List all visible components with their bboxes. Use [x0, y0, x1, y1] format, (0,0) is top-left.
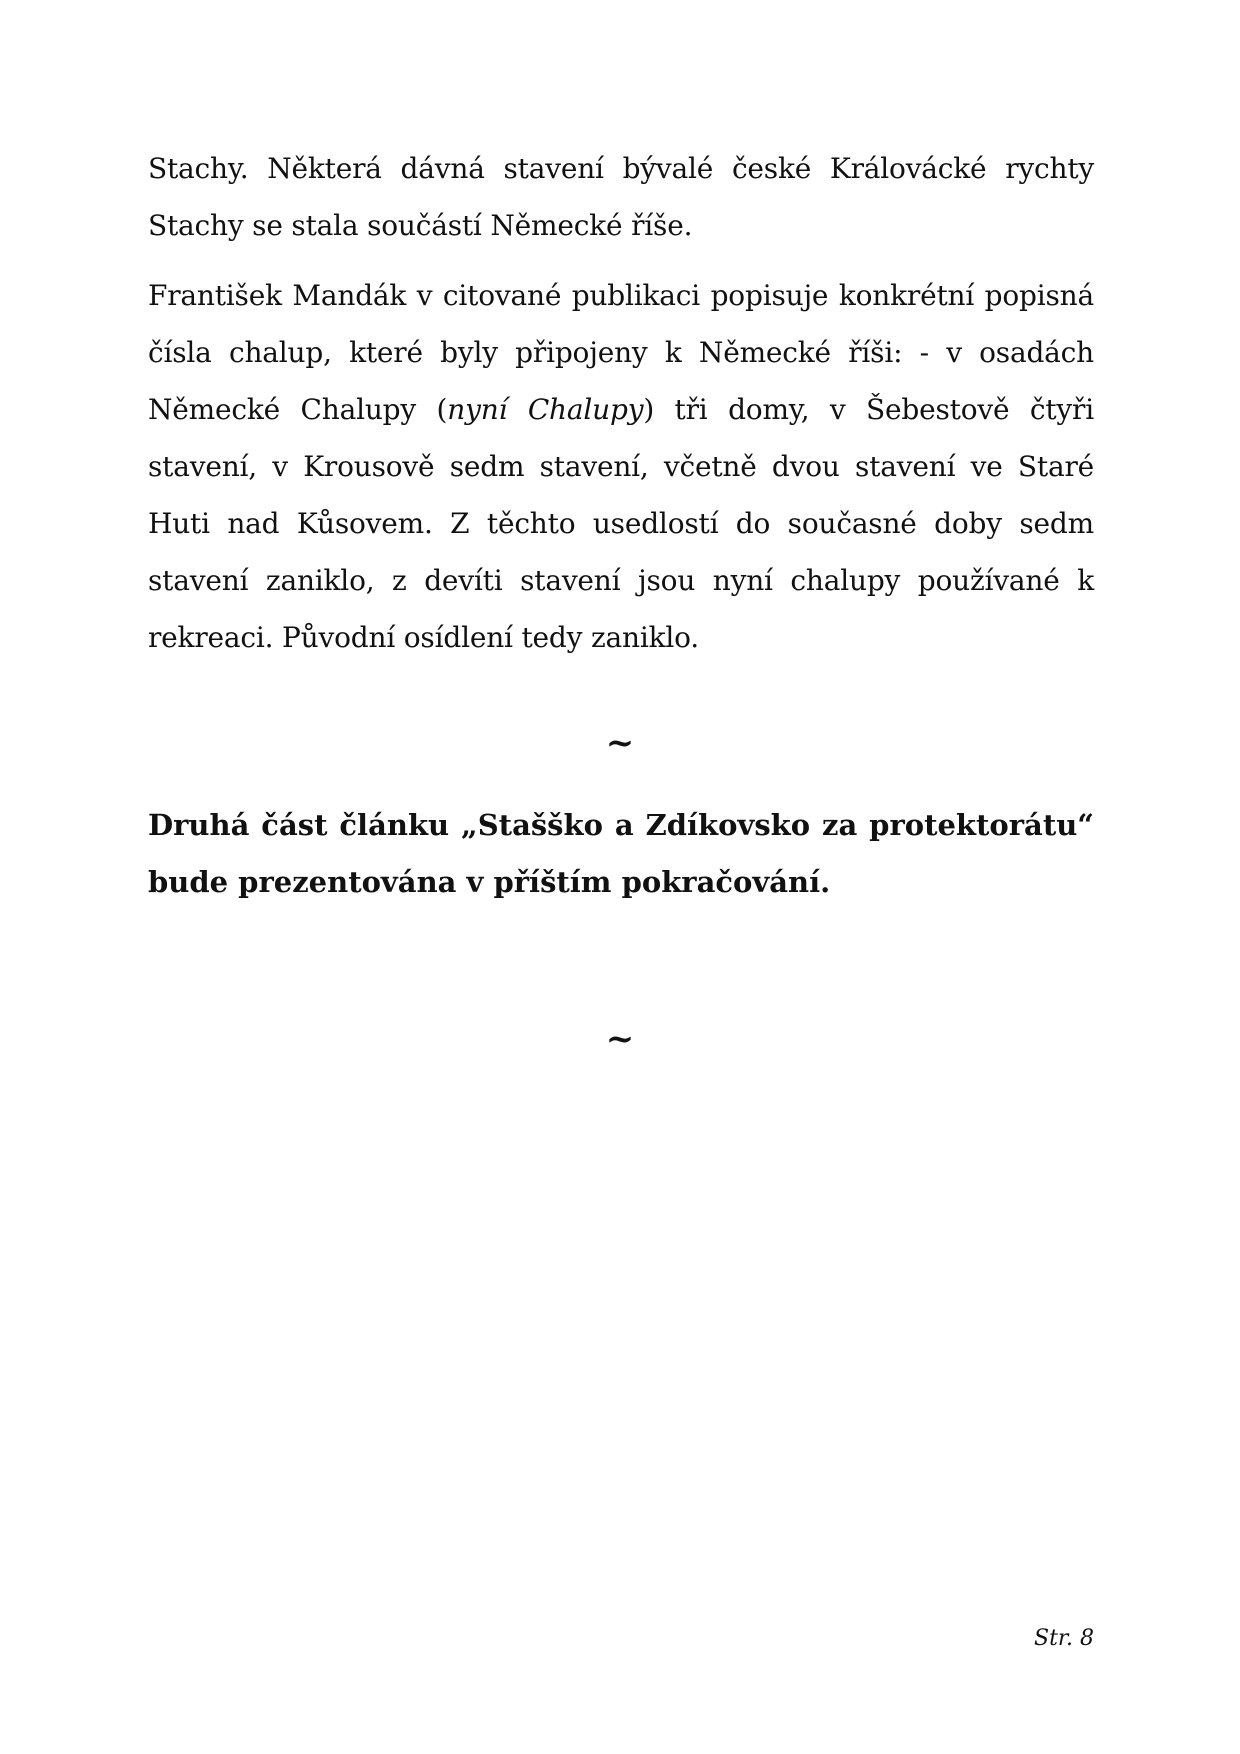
separator-tilde-bottom: ~ [605, 1019, 635, 1059]
page-number: Str. 8 [1034, 1626, 1094, 1651]
paragraph-mandak-part-2: ) tři domy, v Šebestově čtyři stavení, v Krousově sedm stavení, včetně dvou stavení ve Staré Huti nad Kůsovem. Z těchto usedlostí do současné doby sedm stavení zaniklo, z devíti stavení jsou nyní chalupy používané k rekreaci. Původní osídlení tedy zaniklo. [148, 393, 1094, 654]
continuation-notice: Druhá část článku „Stašško a Zdíkovsko za protektorátu“ bude prezentována v příštím pokračování. [148, 808, 1094, 899]
separator-tilde-top: ~ [605, 723, 635, 763]
paragraph-mandak [148, 267, 1094, 666]
paragraph-mandak-italic: nyní Chalupy [447, 393, 644, 426]
paragraph-mandak-part-1: František Mandák v citované publikaci popisuje konkrétní popisná čísla chalup, které byly připojeny k Německé říši: - v osadách Německé Chalupy ( [148, 279, 1094, 426]
paragraph-stachy: Stachy. Některá dávná stavení bývalé české Královácké rychty Stachy se stala součástí Německé říše. [148, 152, 1094, 242]
